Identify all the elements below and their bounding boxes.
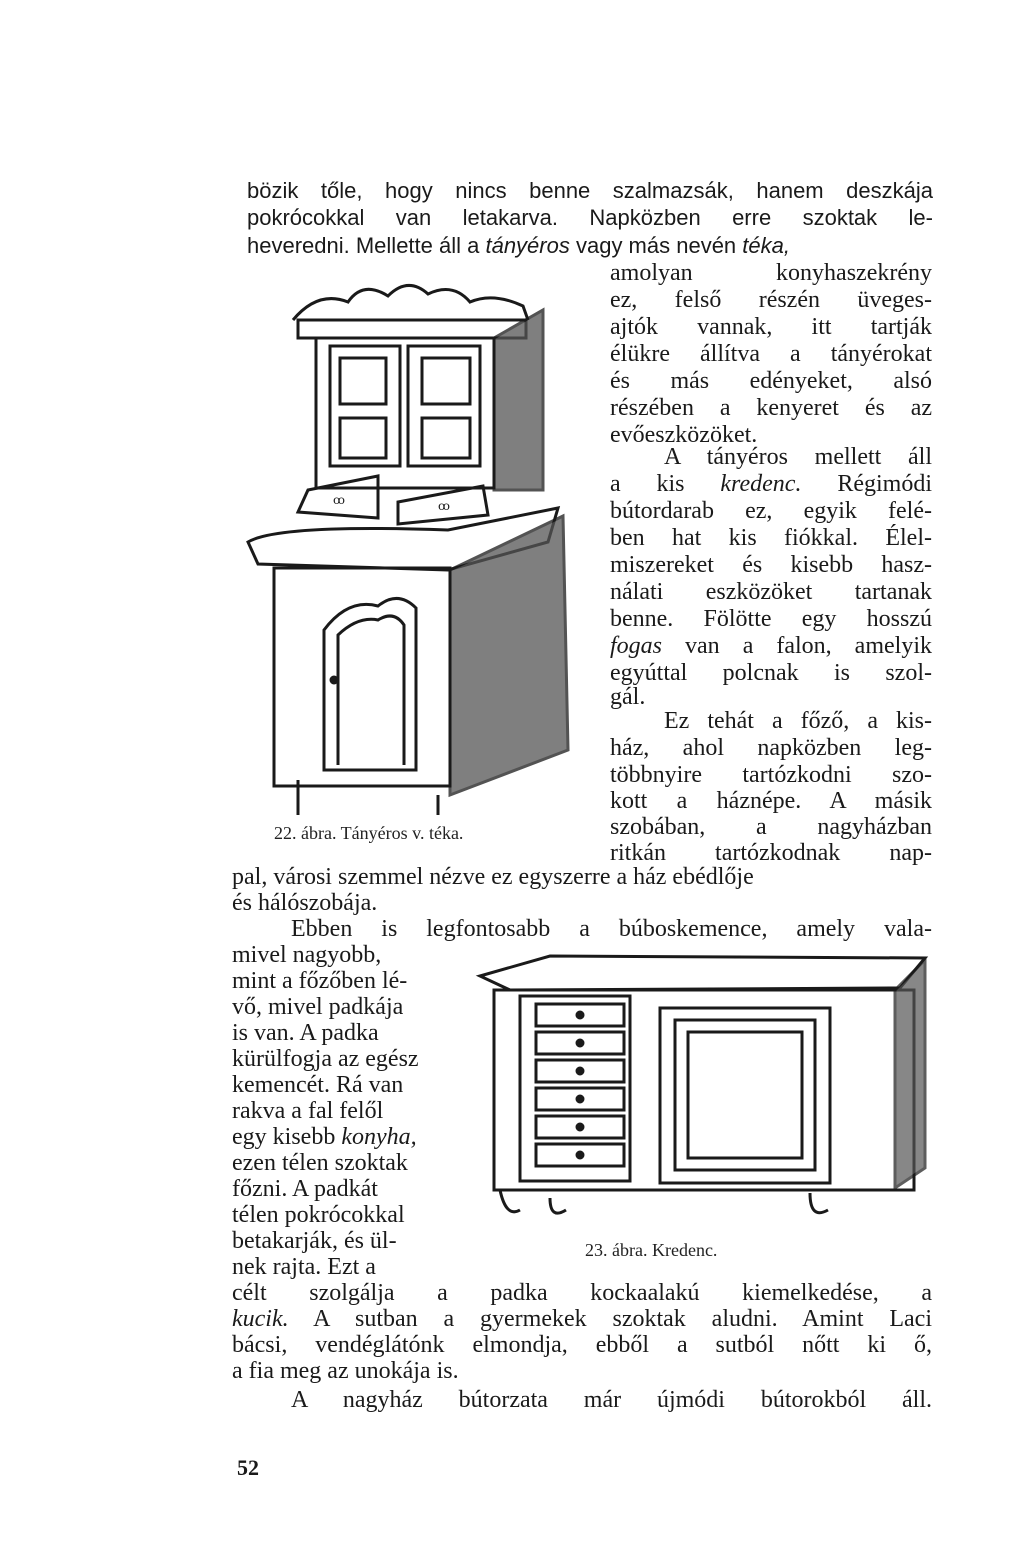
text-line: többnyire tartózkodni szo- (610, 762, 932, 788)
text-line: ezen télen szoktak (232, 1150, 408, 1176)
text-line: a fia meg az unokája is. (232, 1358, 459, 1384)
text-line: A tányéros mellett áll (664, 444, 932, 470)
text-segment: a kis (610, 471, 721, 497)
text-line: gál. (610, 684, 646, 710)
text-segment: van a falon, amelyik (662, 633, 932, 659)
text-segment: egy kisebb (232, 1124, 342, 1150)
text-line: betakarják, és ül- (232, 1228, 397, 1254)
text-line: ben hat kis fiókkal. Élel- (610, 525, 932, 551)
text-line: A nagyház bútorzata már újmódi bútorokból áll. (291, 1387, 932, 1413)
text-line: evőeszközöket. (610, 422, 758, 448)
svg-text:ꝏ: ꝏ (438, 499, 450, 513)
figure-23-caption: 23. ábra. Kredenc. (585, 1240, 718, 1260)
text-line: kott a háznépe. A másik (610, 788, 932, 814)
text-line: télen pokrócokkal (232, 1202, 405, 1228)
figure-22-teka (238, 280, 578, 815)
text-line: Ebben is legfontosabb a búboskemence, amely vala- (291, 916, 932, 942)
text-segment: Régimódi (801, 471, 932, 497)
text-line: amolyan konyhaszekrény (610, 260, 932, 286)
text-segment: heveredni. Mellette áll a (247, 233, 486, 258)
text-line (232, 1124, 417, 1150)
figure-22-caption: 22. ábra. Tányéros v. téka. (274, 823, 464, 843)
text-line: bözik tőle, hogy nincs benne szalmazsák, hanem deszkája (247, 178, 933, 203)
text-line: pokrócokkal van letakarva. Napközben erre szoktak le- (247, 205, 933, 230)
term-tanyeros: tányéros (485, 233, 570, 258)
text-line: ez, felső részén üveges- (610, 287, 932, 313)
text-line: részében a kenyeret és az (610, 395, 932, 421)
text-line: nek rajta. Ezt a (232, 1254, 376, 1280)
text-line: egyúttal polcnak is szol- (610, 660, 932, 686)
text-line (247, 233, 933, 259)
text-line: bútordarab ez, egyik felé- (610, 498, 932, 524)
text-line: és hálószobája. (232, 890, 378, 916)
text-line: bácsi, vendéglátónk elmondja, ebből a sutból nőtt ki ő, (232, 1332, 932, 1358)
text-line: is van. A padka (232, 1020, 379, 1046)
text-line: benne. Fölötte egy hosszú (610, 606, 932, 632)
text-line: nálati eszközöket tartanak (610, 579, 932, 605)
text-line: Ez tehát a főző, a kis- (664, 708, 932, 734)
term-teka: téka, (742, 233, 790, 258)
text-line: célt szolgálja a padka kockaalakú kiemelkedése, a (232, 1280, 932, 1306)
text-line: élükre állítva a tányérokat (610, 341, 932, 367)
text-line: ház, ahol napközben leg- (610, 735, 932, 761)
text-line: rakva a fal felől (232, 1098, 384, 1124)
text-segment: A sutban a gyermekek szoktak aludni. Amint Laci (288, 1306, 932, 1332)
term-kredenc: kredenc. (720, 471, 802, 497)
text-line (610, 633, 932, 659)
text-line: kürülfogja az egész (232, 1046, 419, 1072)
text-line: ritkán tartózkodnak nap- (610, 840, 932, 866)
term-fogas: fogas (610, 633, 663, 659)
text-line (232, 1306, 932, 1332)
term-konyha: konyha, (341, 1124, 417, 1150)
text-line: miszereket és kisebb hasz- (610, 552, 932, 578)
term-kucik: kucik. (232, 1306, 289, 1332)
text-line: vő, mivel padkája (232, 994, 404, 1020)
text-line (610, 471, 932, 497)
text-line: és más edényeket, alsó (610, 368, 932, 394)
text-line: szobában, a nagyházban (610, 814, 932, 840)
text-line: pal, városi szemmel nézve ez egyszerre a ház ebédlője (232, 864, 754, 890)
text-segment: vagy más nevén (569, 233, 743, 258)
text-line: mint a főzőben lé- (232, 968, 408, 994)
text-line: főzni. A padkát (232, 1176, 378, 1202)
text-line: mivel nagyobb, (232, 942, 382, 968)
page-number: 52 (237, 1455, 259, 1480)
text-line: ajtók vannak, itt tartják (610, 314, 932, 340)
svg-text:ꝏ: ꝏ (333, 493, 345, 507)
text-line: kemencét. Rá van (232, 1072, 404, 1098)
figure-23-kredenc (470, 948, 930, 1233)
